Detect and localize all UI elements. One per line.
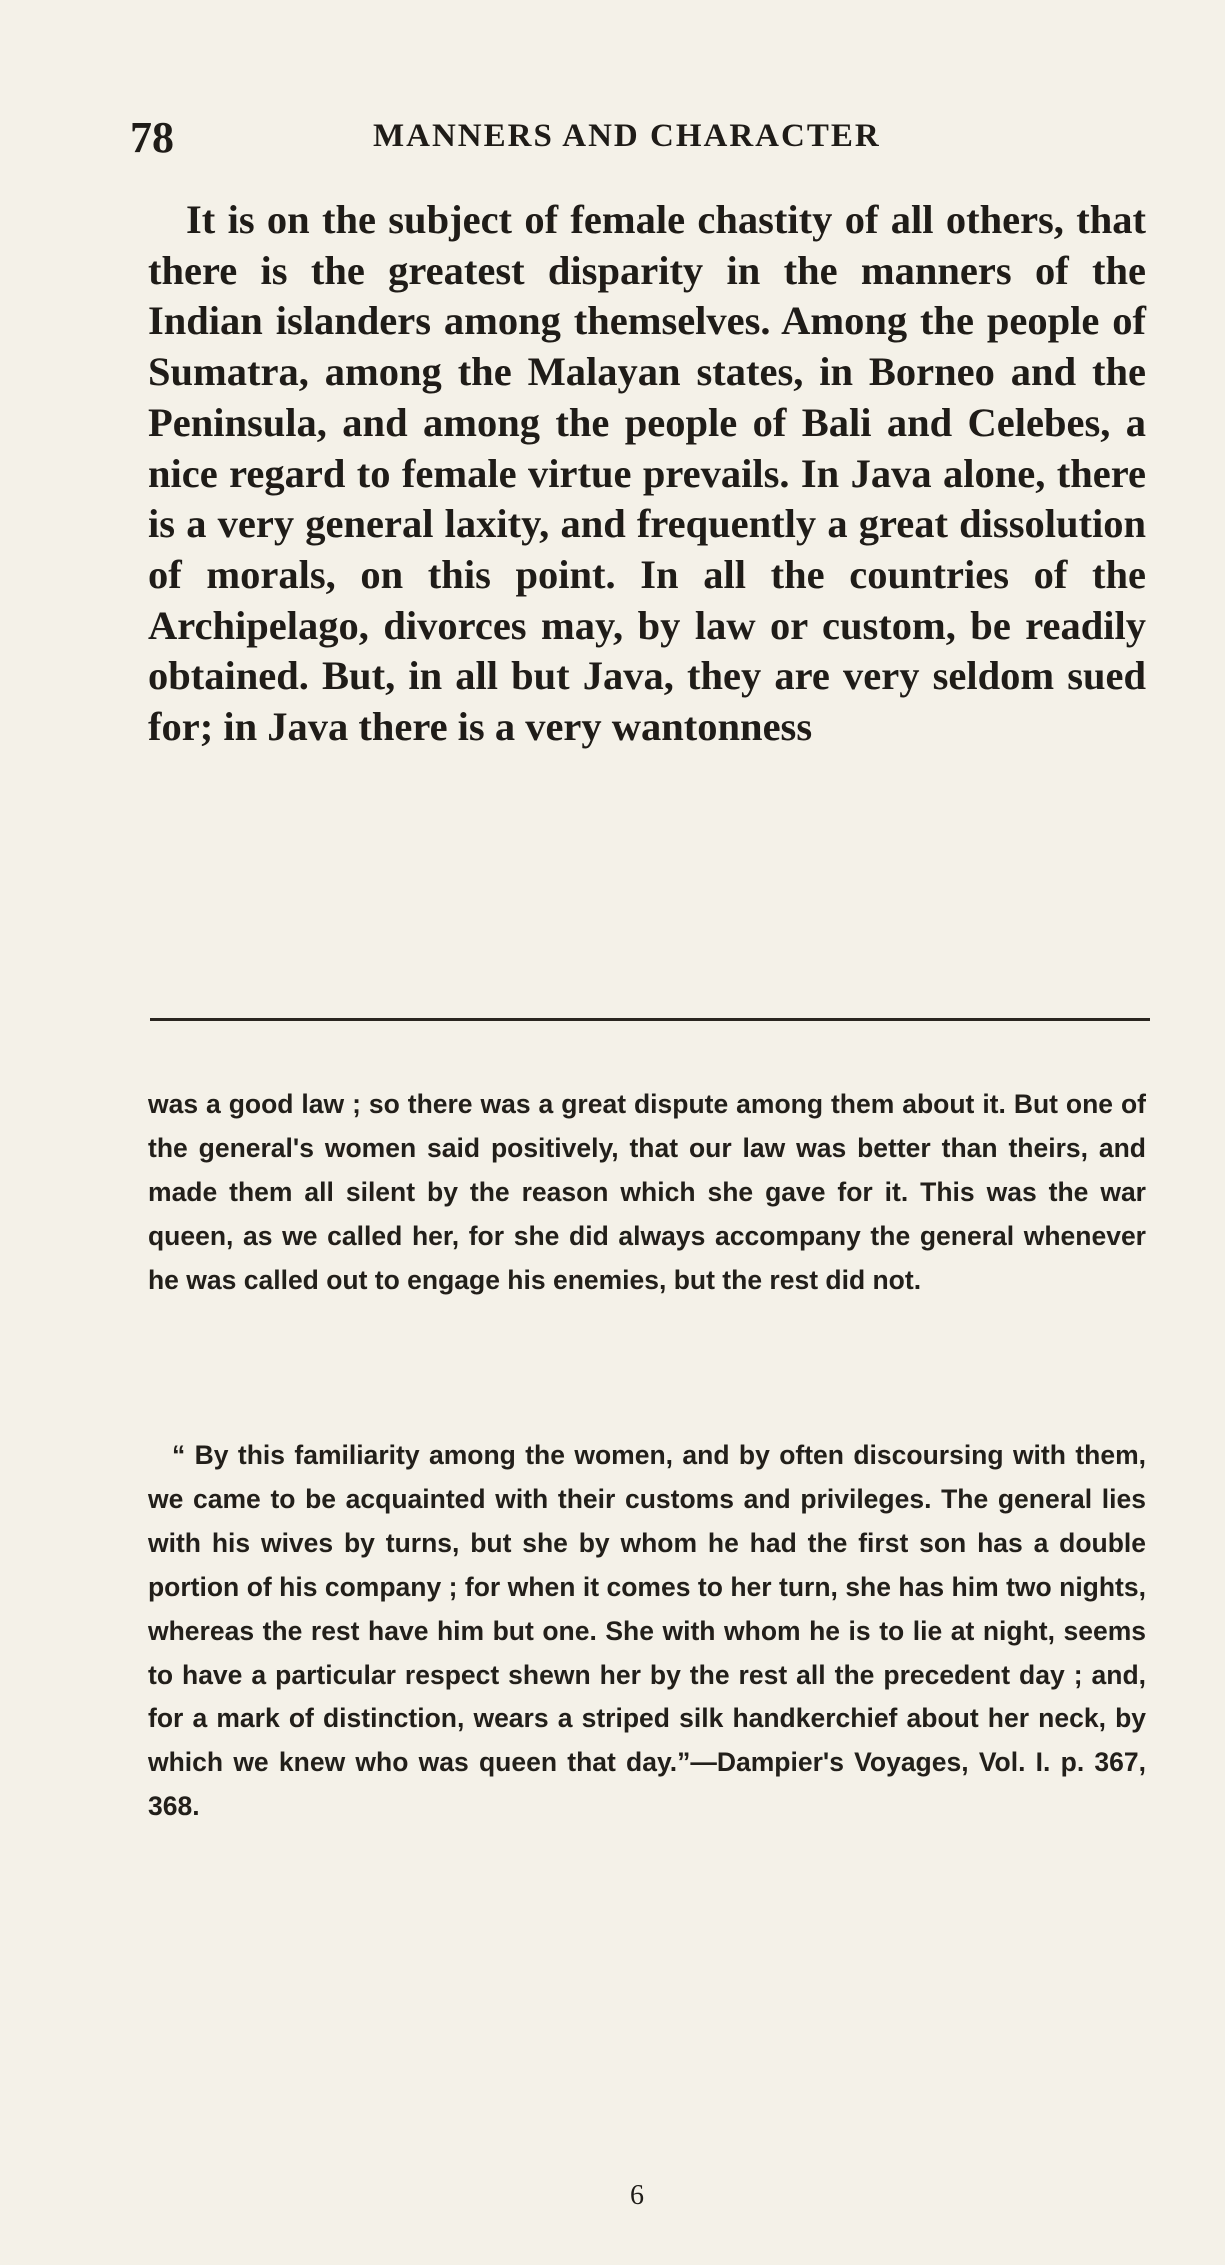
footnote-paragraph-1: was a good law ; so there was a great dispute among them about it. But one of the general's women said positively, that our law was better than theirs, and made them all silent by the reason which she gave for it. This was the war queen, as we called her, for she did always accompany the general whenever he was called out to engage his enemies, but the rest did not.: [148, 1089, 1146, 1295]
running-head: MANNERS AND CHARACTER: [373, 118, 881, 154]
footnote-paragraph-2: “ By this familiarity among the women, and by often discoursing with them, we came to be acquainted with their customs and privileges. The general lies with his wives by turns, but she by whom he had the first son has a double portion of his company ; for when it comes to her turn, she has him two nights, whereas the rest have him but one. She with whom he is to lie at night, seems to have a particular respect shewn her by the rest all the precedent day ; and, for a mark of distinction, wears a striped silk handkerchief about her neck, by which we knew who was queen that day.”—Dampier's Voyages, Vol. I. p. 367, 368.: [148, 1440, 1146, 1822]
page-header: [130, 108, 1080, 168]
footnote-separator-rule: [150, 1018, 1150, 1021]
page-number: 78: [130, 113, 174, 162]
main-paragraph: It is on the subject of female chastity of all others, that there is the greatest disparity in the manners of the Indian islanders among themselves. Among the people of Sumatra, among the Malayan states, in Borneo and the Peninsula, and among the people of Bali and Celebes, a nice regard to female virtue prevails. In Java alone, there is a very general laxity, and frequently a great dissolution of morals, on this point. In all the countries of the Archipelago, divorces may, by law or custom, be readily obtained. But, in all but Java, they are very seldom sued for; in Java there is a very wantonness: [148, 197, 1146, 750]
signature-mark: 6: [630, 2180, 644, 2211]
